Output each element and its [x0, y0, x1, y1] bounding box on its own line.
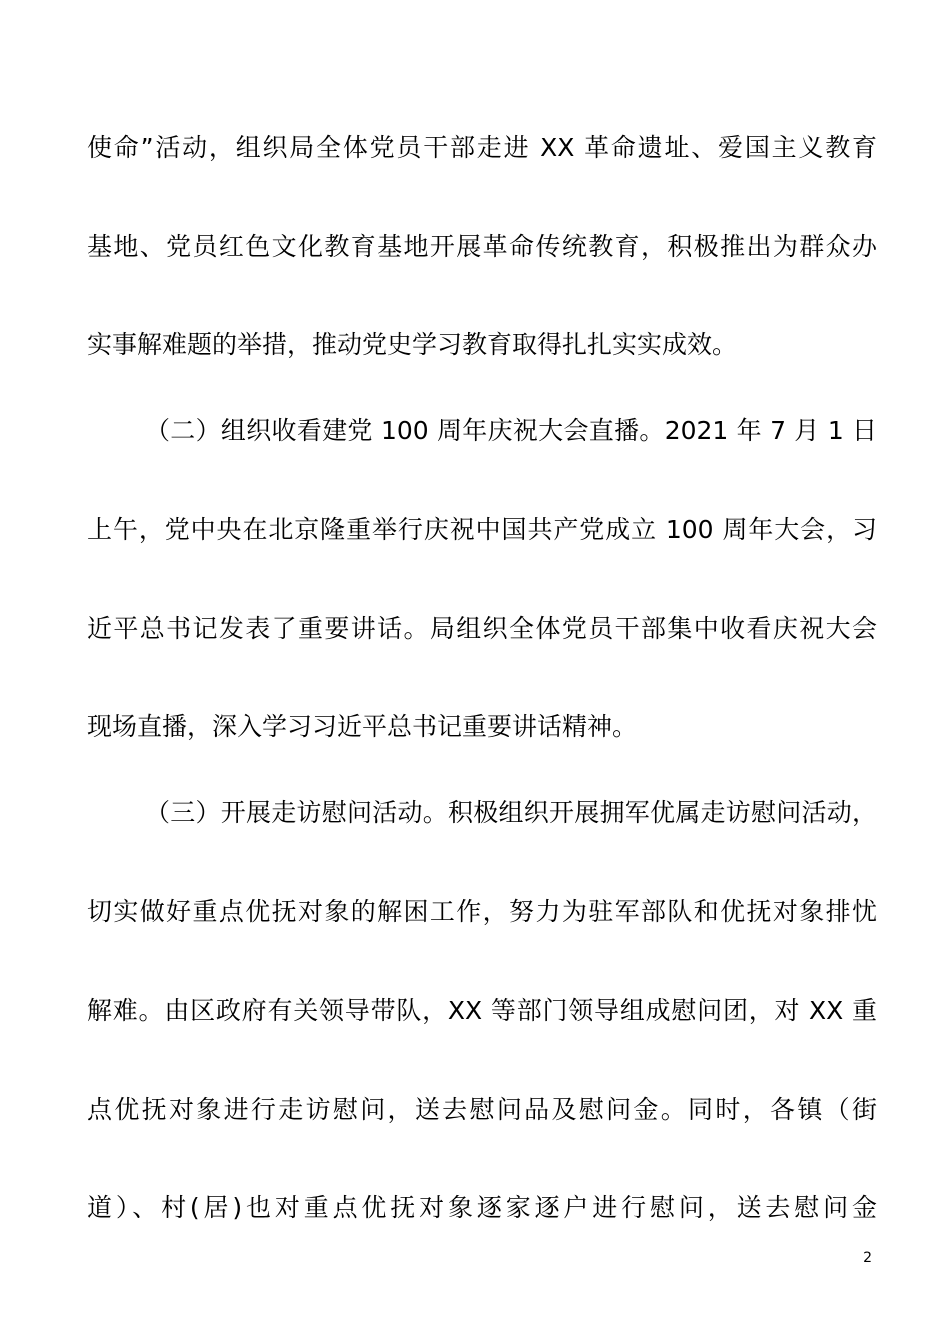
text-line: 解难。由区政府有关领导带队，XX 等部门领导组成慰问团，对 XX 重 — [87, 996, 877, 1025]
text-line: 实事解难题的举措，推动党史学习教育取得扎扎实实成效。 — [87, 330, 738, 359]
text-line: 上午，党中央在北京隆重举行庆祝中国共产党成立 100 周年大会，习 — [87, 515, 877, 544]
paragraph-heading-line: （三）开展走访慰问活动。积极组织开展拥军优属走访慰问活动， — [145, 798, 877, 827]
paragraph-heading-line: （二）组织收看建党 100 周年庆祝大会直播。2021 年 7 月 1 日 — [145, 416, 877, 445]
text-line: 使命”活动，组织局全体党员干部走进 XX 革命遗址、爱国主义教育 — [87, 133, 877, 162]
text-line: 点优抚对象进行走访慰问，送去慰问品及慰问金。同时，各镇（街 — [87, 1095, 877, 1124]
text-line: 基地、党员红色文化教育基地开展革命传统教育，积极推出为群众办 — [87, 232, 877, 261]
text-line: 现场直播，深入学习习近平总书记重要讲话精神。 — [87, 712, 638, 741]
text-line: 切实做好重点优抚对象的解困工作，努力为驻军部队和优抚对象排忧 — [87, 897, 877, 926]
text-line: 近平总书记发表了重要讲话。局组织全体党员干部集中收看庆祝大会 — [87, 614, 877, 643]
page-number: 2 — [863, 1250, 872, 1266]
text-line: 道）、村(居)也对重点优抚对象逐家逐户进行慰问，送去慰问金 — [87, 1193, 877, 1222]
